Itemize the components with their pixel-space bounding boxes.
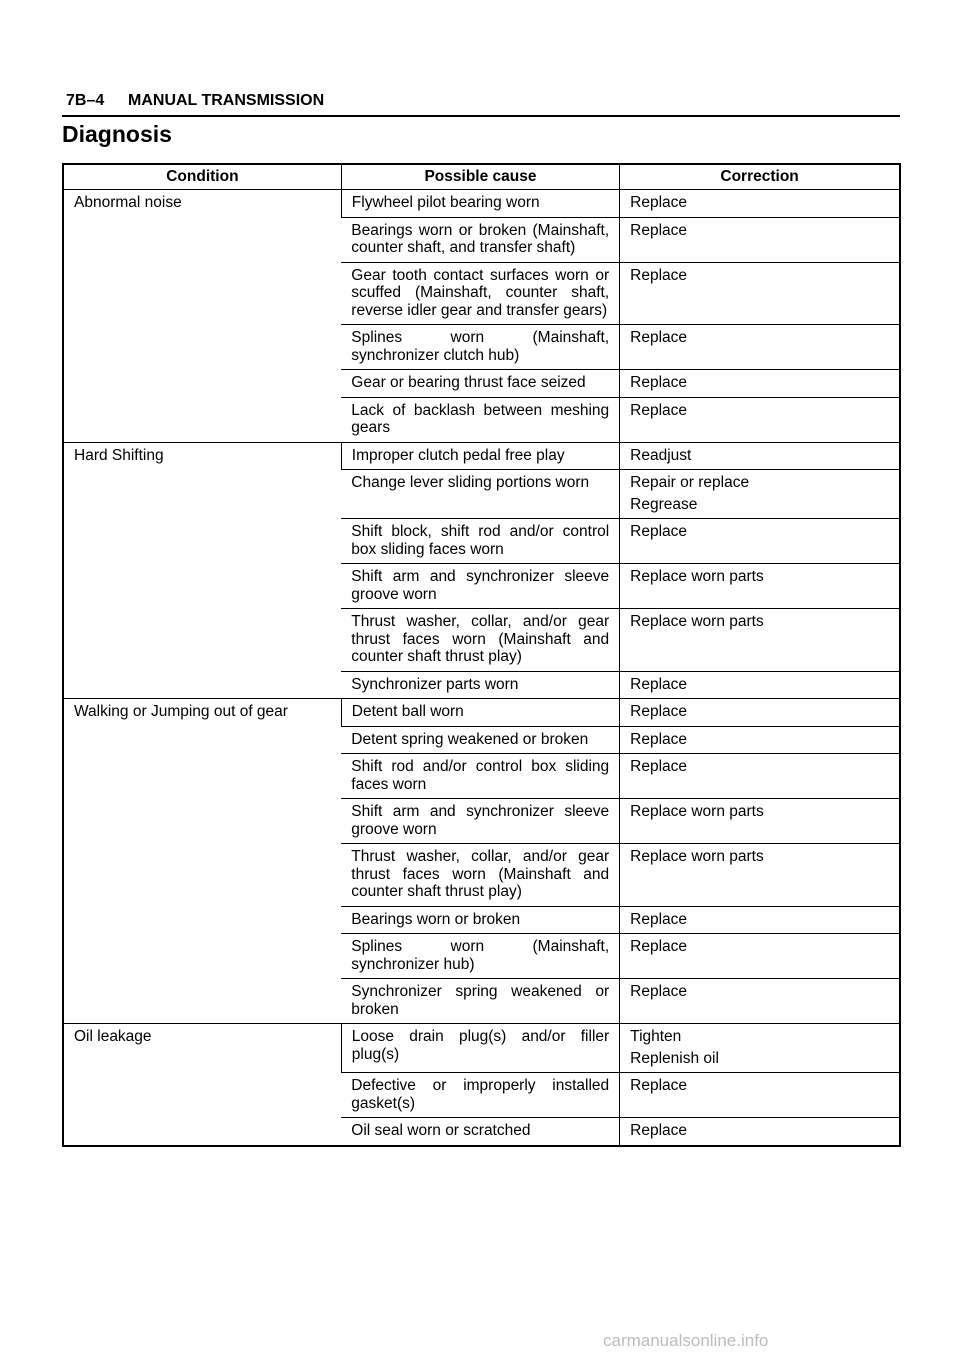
column-header-condition: Condition xyxy=(63,164,341,190)
correction-cell xyxy=(620,699,900,727)
correction-text: Repair or replace xyxy=(630,474,750,491)
correction-cell xyxy=(620,190,900,218)
table-row xyxy=(63,699,900,727)
correction-cell xyxy=(620,262,900,325)
correction-text: Replace xyxy=(630,194,688,211)
condition-cell: Walking or Jumping out of gear xyxy=(63,699,341,1024)
cause-cell: Shift arm and synchronizer sleeve groove worn xyxy=(341,564,619,609)
condition-cell: Oil leakage xyxy=(63,1024,341,1146)
cause-cell: Splines worn (Mainshaft, synchronizer hub) xyxy=(341,934,619,979)
cause-cell: Change lever sliding portions worn xyxy=(341,470,619,519)
column-header-correction: Correction xyxy=(620,164,900,190)
table-body xyxy=(63,190,900,1146)
correction-cell xyxy=(620,844,900,907)
cause-cell: Gear or bearing thrust face seized xyxy=(341,370,619,398)
page-code: 7B–4 xyxy=(66,92,105,109)
correction-cell xyxy=(620,1073,900,1118)
cause-cell: Bearings worn or broken xyxy=(341,906,619,934)
correction-text: Replace xyxy=(630,983,688,1000)
correction-text: Regrease xyxy=(630,495,698,513)
condition-cell: Abnormal noise xyxy=(63,190,341,443)
correction-text: Replace xyxy=(630,221,688,239)
table-row xyxy=(63,1024,900,1073)
cause-cell: Splines worn (Mainshaft, synchronizer clutch hub) xyxy=(341,325,619,370)
correction-cell xyxy=(620,519,900,564)
correction-cell xyxy=(620,564,900,609)
cause-cell: Detent spring weakened or broken xyxy=(341,726,619,754)
correction-text: Replace xyxy=(630,703,688,720)
correction-text: Replace xyxy=(630,401,688,419)
correction-cell xyxy=(620,754,900,799)
correction-text: Replace worn parts xyxy=(630,613,764,630)
cause-cell: Shift rod and/or control box sliding faces worn xyxy=(341,754,619,799)
diagnosis-table xyxy=(62,163,901,1147)
correction-text: Replace xyxy=(630,730,688,748)
correction-text: Tighten xyxy=(630,1028,682,1045)
section-title: Diagnosis xyxy=(62,121,172,147)
cause-cell: Synchronizer spring weakened or broken xyxy=(341,979,619,1024)
correction-text: Replace xyxy=(630,1122,688,1139)
correction-text: Replace worn parts xyxy=(630,568,764,585)
correction-cell xyxy=(620,906,900,934)
cause-cell: Shift block, shift rod and/or control box sliding faces worn xyxy=(341,519,619,564)
watermark: carmanualsonline.info xyxy=(603,1331,769,1350)
cause-cell: Oil seal worn or scratched xyxy=(341,1118,619,1146)
cause-cell: Defective or improperly installed gasket(s) xyxy=(341,1073,619,1118)
correction-text: Replace xyxy=(630,523,688,540)
column-header-cause: Possible cause xyxy=(341,164,619,190)
cause-cell: Thrust washer, collar, and/or gear thrust faces worn (Mainshaft and counter shaft thrust play) xyxy=(341,844,619,907)
correction-text: Readjust xyxy=(630,446,692,464)
correction-cell xyxy=(620,726,900,754)
correction-text: Replace xyxy=(630,374,688,391)
correction-text: Replace xyxy=(630,266,688,284)
correction-cell xyxy=(620,979,900,1024)
correction-text: Replace xyxy=(630,938,688,955)
cause-cell: Detent ball worn xyxy=(341,699,619,727)
cause-cell: Gear tooth contact surfaces worn or scuffed (Mainshaft, counter shaft, reverse idler gear and transfer gears) xyxy=(341,262,619,325)
correction-cell xyxy=(620,470,900,519)
correction-text: Replace xyxy=(630,675,688,693)
correction-cell xyxy=(620,1024,900,1073)
correction-text: Replace xyxy=(630,329,688,346)
table-header-row xyxy=(63,164,900,190)
correction-text: Replenish oil xyxy=(630,1049,719,1067)
correction-text: Replace xyxy=(630,758,688,775)
correction-cell xyxy=(620,671,900,699)
correction-cell xyxy=(620,609,900,672)
cause-cell: Synchronizer parts worn xyxy=(341,671,619,699)
correction-cell xyxy=(620,370,900,398)
chapter-title: MANUAL TRANSMISSION xyxy=(128,92,325,109)
correction-text: Replace xyxy=(630,910,688,928)
cause-cell: Flywheel pilot bearing worn xyxy=(341,190,619,218)
cause-cell: Thrust washer, collar, and/or gear thrust faces worn (Mainshaft and counter shaft thrust play) xyxy=(341,609,619,672)
correction-text: Replace worn parts xyxy=(630,803,764,820)
correction-text: Replace xyxy=(630,1077,688,1094)
cause-cell: Lack of backlash between meshing gears xyxy=(341,397,619,442)
correction-cell xyxy=(620,799,900,844)
table-row xyxy=(63,190,900,218)
correction-text: Replace worn parts xyxy=(630,848,764,865)
correction-cell xyxy=(620,325,900,370)
correction-cell xyxy=(620,397,900,442)
cause-cell: Shift arm and synchronizer sleeve groove worn xyxy=(341,799,619,844)
correction-cell xyxy=(620,442,900,470)
cause-cell: Loose drain plug(s) and/or filler plug(s) xyxy=(341,1024,619,1073)
page-header xyxy=(62,91,900,117)
cause-cell: Improper clutch pedal free play xyxy=(341,442,619,470)
cause-cell: Bearings worn or broken (Mainshaft, counter shaft, and transfer shaft) xyxy=(341,217,619,262)
condition-cell: Hard Shifting xyxy=(63,442,341,699)
correction-cell xyxy=(620,934,900,979)
correction-cell xyxy=(620,1118,900,1146)
correction-cell xyxy=(620,217,900,262)
table-row xyxy=(63,442,900,470)
